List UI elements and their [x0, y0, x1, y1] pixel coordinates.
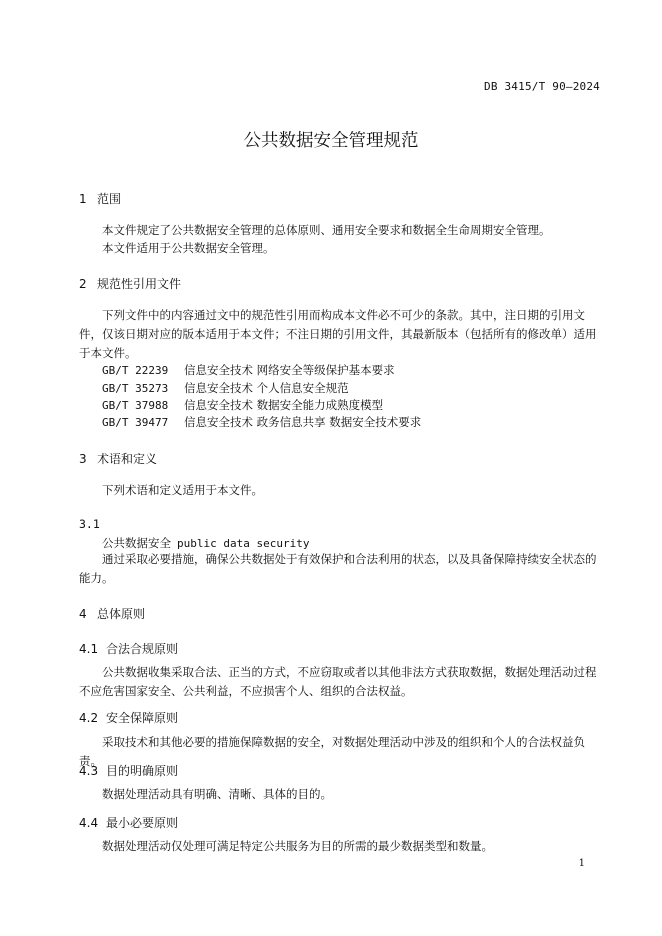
section-title: 术语和定义	[97, 452, 158, 466]
paragraph	[79, 221, 604, 240]
subsection-4-4-heading	[79, 814, 178, 831]
term-chinese: 公共数据安全	[102, 536, 171, 550]
reference-item	[102, 397, 383, 413]
section-number: 3	[79, 452, 87, 466]
term-entry	[102, 535, 309, 551]
reference-item	[102, 380, 349, 396]
reference-item	[102, 414, 421, 430]
reference-code: GB/T 39477	[102, 416, 169, 429]
reference-title: 信息安全技术 政务信息共享 数据安全技术要求	[184, 415, 422, 429]
section-2-heading	[79, 275, 181, 292]
paragraph-text: 采取技术和其他必要的措施保障数据的安全，对数据处理活动中涉及的组织和个人的合法权益负责。	[79, 735, 585, 768]
reference-title: 信息安全技术 数据安全能力成熟度模型	[184, 398, 384, 412]
reference-code: GB/T 22239	[102, 364, 169, 377]
subsection-4-3-heading	[79, 762, 178, 779]
subsection-number: 4.1	[79, 642, 99, 656]
section-1-heading	[79, 190, 121, 207]
subsection-number: 4.2	[79, 711, 99, 725]
section-number: 2	[79, 277, 87, 291]
section-number: 4	[79, 607, 87, 621]
subsection-number: 4.4	[79, 816, 99, 830]
standard-code: DB 3415/T 90—2024	[484, 80, 600, 93]
section-3-heading	[79, 450, 157, 467]
paragraph-text: 通过采取必要措施，确保公共数据处于有效保护和合法利用的状态，以及具备保障持续安全状态的能力。	[79, 552, 597, 585]
paragraph-text: 数据处理活动仅处理可满足特定公共服务为目的所需的最少数据类型和数量。	[102, 839, 493, 853]
paragraph	[79, 785, 604, 804]
paragraph-text: 下列术语和定义适用于本文件。	[102, 483, 263, 497]
section-title: 规范性引用文件	[97, 277, 182, 291]
paragraph	[79, 663, 604, 701]
term-english: public data security	[177, 537, 310, 550]
subsection-title: 合法合规原则	[106, 642, 179, 656]
reference-item	[102, 362, 395, 378]
reference-code: GB/T 37988	[102, 399, 169, 412]
paragraph	[79, 481, 604, 500]
paragraph-text: 本文件规定了公共数据安全管理的总体原则、通用安全要求和数据全生命周期安全管理。	[102, 223, 551, 237]
section-title: 范围	[97, 192, 122, 206]
section-number: 1	[79, 192, 87, 206]
reference-title: 信息安全技术 网络安全等级保护基本要求	[184, 363, 395, 377]
subsection-4-1-heading	[79, 640, 178, 657]
document-title: 公共数据安全管理规范	[243, 131, 419, 151]
reference-code: GB/T 35273	[102, 382, 169, 395]
subsection-title: 安全保障原则	[106, 711, 179, 725]
paragraph-text: 下列文件中的内容通过文中的规范性引用而构成本文件必不可少的条款。其中，注日期的引用文件，仅该日期对应的版本适用于本文件；不注日期的引用文件，其最新版本（包括所有的修改单）适用于本文件。	[79, 308, 597, 360]
reference-title: 信息安全技术 个人信息安全规范	[184, 381, 349, 395]
page-number: 1	[578, 858, 585, 869]
subsection-title: 最小必要原则	[106, 816, 179, 830]
term-number: 3.1	[79, 517, 100, 531]
section-4-heading	[79, 605, 145, 622]
term-definition	[79, 550, 604, 588]
section-title: 总体原则	[97, 607, 146, 621]
paragraph-text: 本文件适用于公共数据安全管理。	[102, 241, 275, 255]
subsection-title: 目的明确原则	[106, 764, 179, 778]
subsection-number: 4.3	[79, 764, 99, 778]
subsection-4-2-heading	[79, 709, 178, 726]
paragraph-text: 数据处理活动具有明确、清晰、具体的目的。	[102, 787, 332, 801]
paragraph-text: 公共数据收集采取合法、正当的方式，不应窃取或者以其他非法方式获取数据，数据处理活动过程不应危害国家安全、公共利益，不应损害个人、组织的合法权益。	[79, 665, 597, 698]
paragraph	[79, 837, 604, 856]
paragraph	[79, 306, 604, 363]
paragraph	[79, 239, 604, 258]
